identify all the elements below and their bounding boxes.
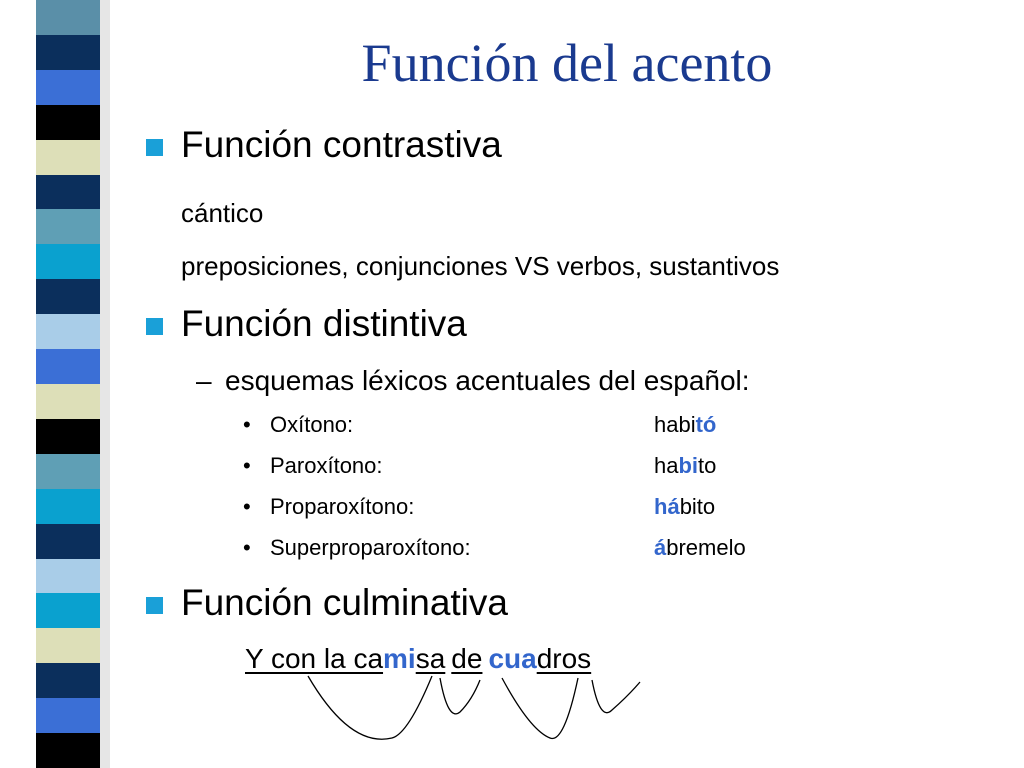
stripe-segment [36, 175, 100, 210]
stripe-segment [36, 489, 100, 524]
stripe-segment [36, 663, 100, 698]
example-proparoxitono: hábito [654, 494, 716, 519]
square-bullet-icon [146, 597, 163, 614]
arc-large-2 [502, 678, 578, 739]
text-preposiciones: preposiciones, conjunciones VS verbos, sustantivos [181, 251, 780, 281]
stripe-segment [36, 559, 100, 594]
label-superproparoxitono: Superproparoxítono: [270, 535, 471, 560]
arc-large-1 [308, 676, 432, 739]
stripe-segment [36, 314, 100, 349]
stripe-segment [36, 524, 100, 559]
square-bullet-icon [146, 139, 163, 156]
stripe-segment [36, 698, 100, 733]
stripe-segment [36, 454, 100, 489]
decorative-stripe-bar [36, 0, 100, 768]
stripe-segment [36, 628, 100, 663]
stripe-segment [36, 349, 100, 384]
heading-distintiva: Función distintiva [181, 303, 467, 344]
stripe-segment [36, 593, 100, 628]
heading-culminativa: Función culminativa [181, 582, 508, 623]
subheading-esquemas: esquemas léxicos acentuales del español: [225, 365, 750, 396]
dot-bullet: • [243, 453, 251, 478]
slide-title: Función del acento [361, 33, 773, 93]
dash-bullet: – [196, 365, 212, 396]
stripe-segment [36, 140, 100, 175]
dot-bullet: • [243, 412, 251, 437]
stripe-segment [36, 244, 100, 279]
label-proparoxitono: Proparoxítono: [270, 494, 415, 519]
example-phrase: Y con la camisa de cuadros [245, 643, 592, 674]
stripe-segment [36, 419, 100, 454]
stripe-segment [36, 733, 100, 768]
arc-small-1 [440, 678, 480, 714]
example-superproparoxitono: ábremelo [654, 535, 746, 560]
example-paroxitono: habito [654, 453, 717, 478]
heading-contrastiva: Función contrastiva [181, 124, 502, 165]
example-oxitono: habitó [654, 412, 717, 437]
arc-small-2 [592, 680, 640, 713]
label-paroxitono: Paroxítono: [270, 453, 383, 478]
stripe-segment [36, 384, 100, 419]
stripe-segment [36, 105, 100, 140]
square-bullet-icon [146, 318, 163, 335]
dot-bullet: • [243, 535, 251, 560]
text-cantico: cántico [181, 198, 264, 228]
stripe-segment [36, 0, 100, 35]
label-oxitono: Oxítono: [270, 412, 354, 437]
stripe-segment [36, 279, 100, 314]
dot-bullet: • [243, 494, 251, 519]
stripe-segment [36, 209, 100, 244]
stripe-shadow [100, 0, 110, 768]
